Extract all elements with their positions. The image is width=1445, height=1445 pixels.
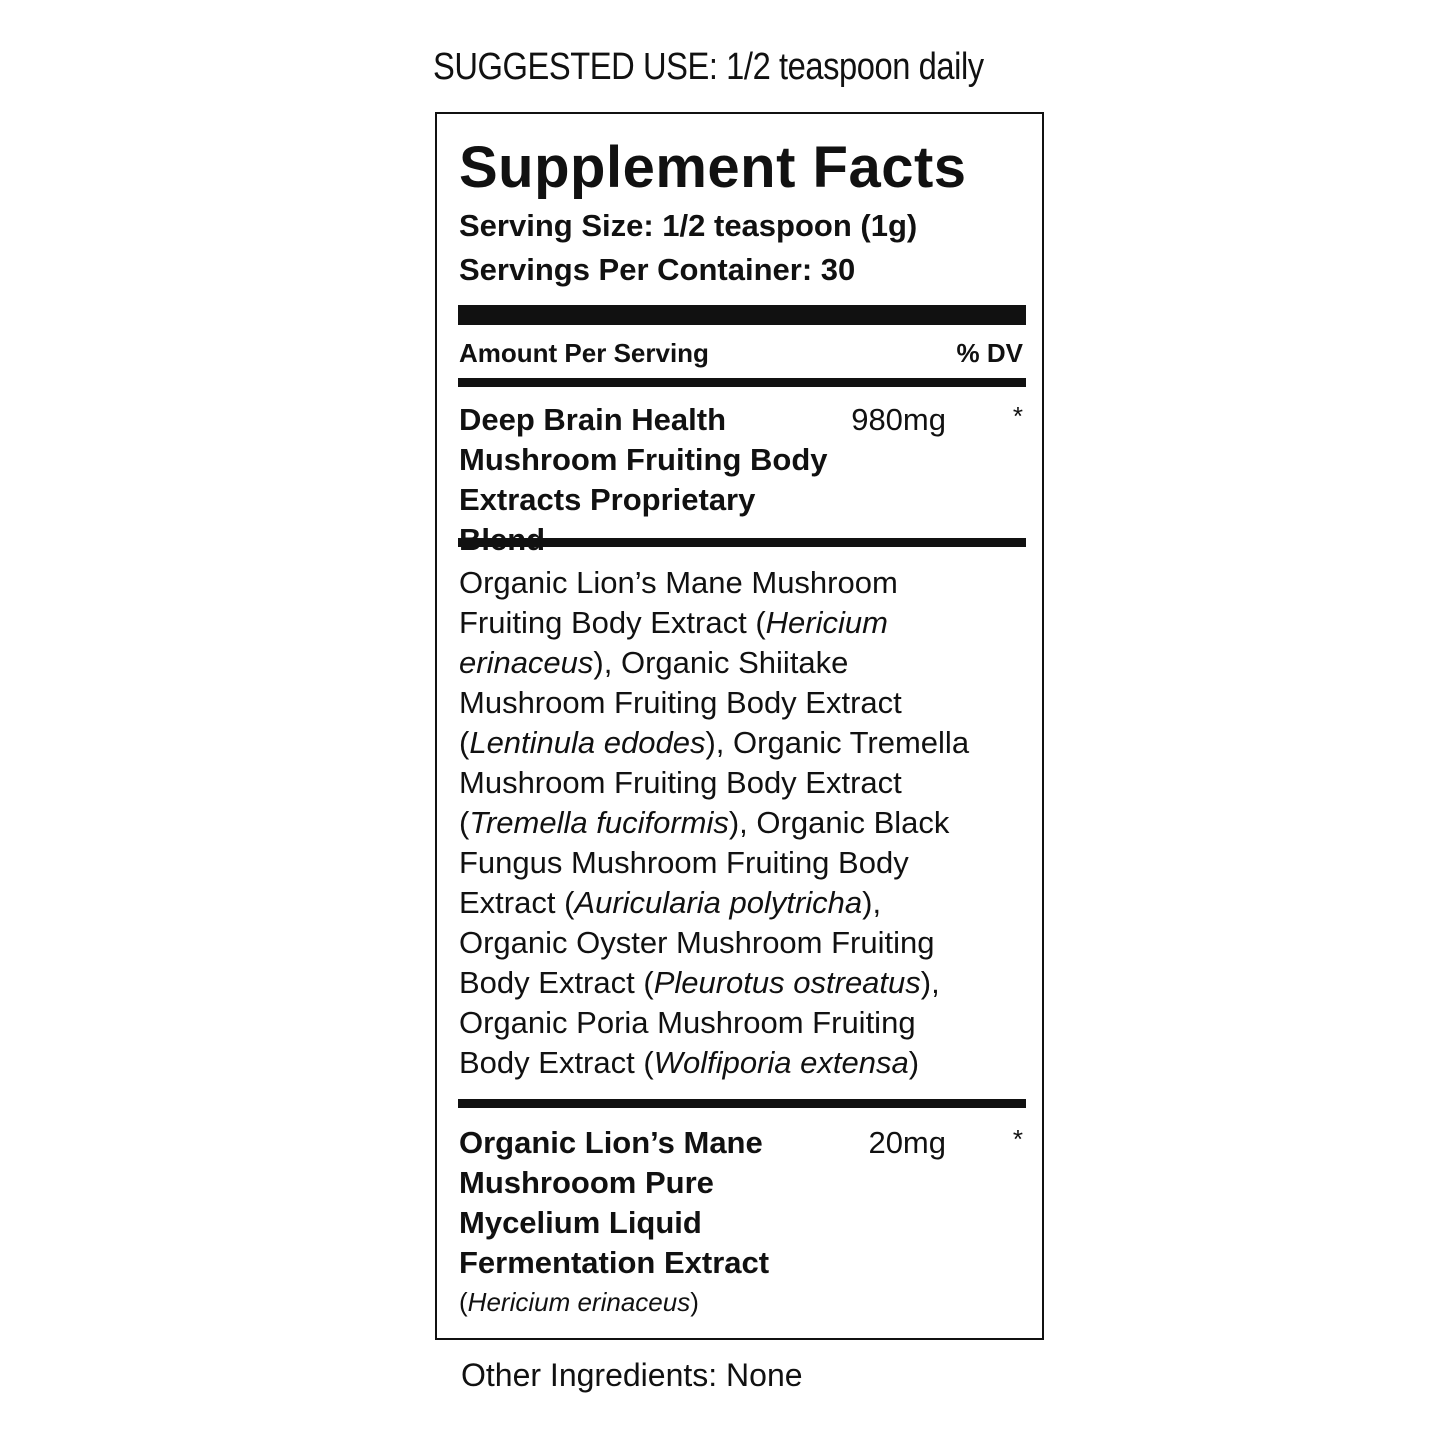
panel-title: Supplement Facts [459,135,967,200]
ingredient-text: Fruiting Body Extract ( [459,605,766,640]
ingredient-text: ) [908,1045,920,1080]
species-name: Hericium erinaceus [467,1287,691,1317]
ingredient-line [459,723,1034,763]
ingredient-line [459,803,1034,843]
mycelium-name-line: Mycelium Liquid [459,1205,702,1240]
mycelium-name [459,1123,839,1283]
ingredient-text: ( [459,725,470,760]
suggested-use: SUGGESTED USE: 1/2 teaspoon daily [433,46,984,88]
ingredient-line [459,563,1034,603]
ingredient-line [459,883,1034,923]
ingredient-text: Body Extract ( [459,965,654,1000]
ingredient-text: Mushroom Fruiting Body Extract [459,765,902,800]
servings-per-container: Servings Per Container: 30 [459,252,856,287]
species-name: Hericium [765,605,888,640]
ingredient-text: Organic Poria Mushroom Fruiting [459,1005,916,1040]
ingredient-text: ), Organic Black [728,805,950,840]
species-name: Tremella fuciformis [469,805,729,840]
ingredient-line [459,603,1034,643]
divider [458,378,1026,387]
ingredient-line [459,843,1034,883]
ingredient-line [459,923,1034,963]
mycelium-species [459,1287,699,1318]
mycelium-name-line: Mushrooom Pure [459,1165,714,1200]
ingredient-line [459,1003,1034,1043]
blend-name-line: Deep Brain Health [459,402,727,437]
mycelium-dv: * [1012,1124,1023,1154]
species-name: Auricularia polytricha [574,885,863,920]
ingredient-line [459,683,1034,723]
ingredient-text: Extract ( [459,885,575,920]
mycelium-amount: 20mg [868,1125,946,1160]
ingredient-text: ), [862,885,882,920]
ingredient-text: Organic Oyster Mushroom Fruiting [459,925,935,960]
ingredient-text: Mushroom Fruiting Body Extract [459,685,902,720]
species-name: erinaceus [459,645,594,680]
species-name: Wolfiporia extensa [653,1045,909,1080]
ingredient-text: Organic Lion’s Mane Mushroom [459,565,898,600]
ingredient-text: Body Extract ( [459,1045,654,1080]
dv-header: % DV [956,338,1023,368]
ingredient-line [459,763,1034,803]
species-paren-open: ( [459,1287,468,1317]
amount-per-serving-header: Amount Per Serving [459,338,709,368]
species-paren-close: ) [690,1287,699,1317]
mycelium-name-line: Organic Lion’s Mane [459,1125,763,1160]
supplement-facts-panel [435,112,1044,1340]
blend-name-line: Extracts Proprietary [459,482,756,517]
ingredient-text: ), [920,965,940,1000]
mycelium-name-line: Fermentation Extract [459,1245,770,1280]
species-name: Pleurotus ostreatus [653,965,921,1000]
other-ingredients: Other Ingredients: None [461,1357,803,1393]
divider [458,1099,1026,1108]
blend-dv: * [1012,401,1023,431]
ingredient-text: ), Organic Shiitake [593,645,849,680]
blend-ingredients [459,563,1034,1083]
ingredient-text: Fungus Mushroom Fruiting Body [459,845,909,880]
ingredient-text: ), Organic Tremella [705,725,970,760]
ingredient-line [459,643,1034,683]
blend-amount: 980mg [851,402,946,437]
ingredient-line [459,1043,1034,1083]
thick-divider [458,305,1026,325]
serving-size: Serving Size: 1/2 teaspoon (1g) [459,208,918,243]
species-name: Lentinula edodes [469,725,706,760]
divider [458,538,1026,547]
blend-name-line: Mushroom Fruiting Body [459,442,828,477]
ingredient-line [459,963,1034,1003]
blend-name [459,400,839,560]
ingredient-text: ( [459,805,470,840]
